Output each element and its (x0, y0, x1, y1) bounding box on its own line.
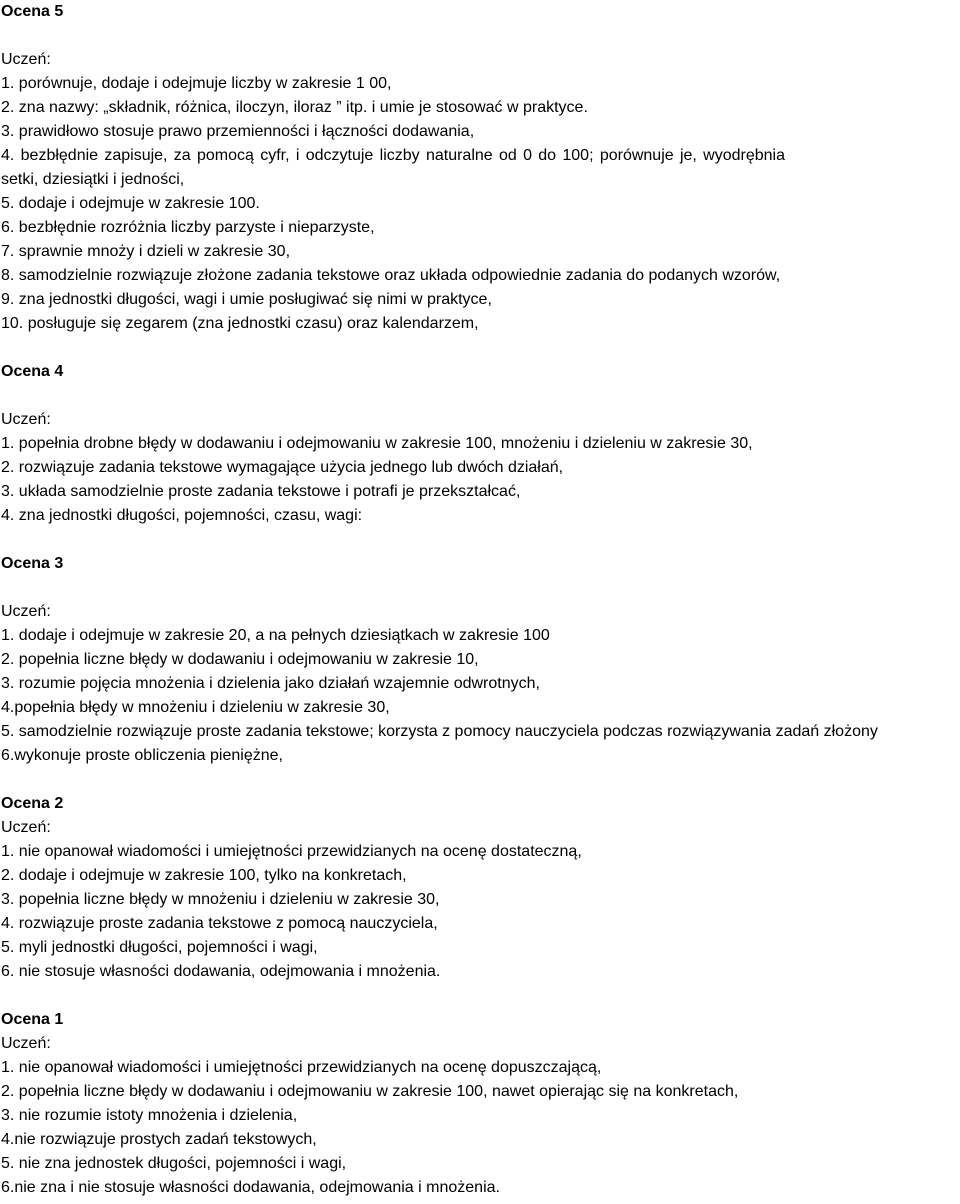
list-item: 6.wykonuje proste obliczenia pieniężne, (1, 747, 283, 764)
list-item: 2. zna nazwy: „składnik, różnica, iloczyn, iloraz ” itp. i umie je stosować w praktyce. (1, 99, 588, 116)
list-item: 8. samodzielnie rozwiązuje złożone zadania tekstowe oraz układa odpowiednie zadania do podanych wzorów, (1, 267, 781, 284)
list-item: 3. prawidłowo stosuje prawo przemienności i łączności dodawania, (1, 123, 475, 140)
grade-heading: Ocena 5 (1, 3, 64, 20)
grade-5-section (1, 0, 960, 336)
list-item: 4. rozwiązuje proste zadania tekstowe z pomocą nauczyciela, (1, 915, 438, 932)
list-item: 5. dodaje i odejmuje w zakresie 100. (1, 195, 260, 212)
list-item: 10. posługuje się zegarem (zna jednostki czasu) oraz kalendarzem, (1, 315, 479, 332)
list-item: 4.nie rozwiązuje prostych zadań tekstowych, (1, 1131, 317, 1148)
grade-2-section (1, 792, 960, 984)
student-label: Uczeń: (1, 51, 51, 68)
list-item: 3. popełnia liczne błędy w mnożeniu i dzieleniu w zakresie 30, (1, 891, 440, 908)
list-item: 4. zna jednostki długości, pojemności, czasu, wagi: (1, 507, 363, 524)
grade-1-section (1, 1008, 960, 1200)
grade-heading: Ocena 2 (1, 795, 64, 812)
grade-heading: Ocena 1 (1, 1011, 64, 1028)
list-item: 5. samodzielnie rozwiązuje proste zadania tekstowe; korzysta z pomocy nauczyciela podczas rozwiązywania zadań złożony (1, 723, 878, 740)
student-label: Uczeń: (1, 411, 51, 428)
list-item: 9. zna jednostki długości, wagi i umie posługiwać się nimi w praktyce, (1, 291, 492, 308)
student-label: Uczeń: (1, 1035, 51, 1052)
list-item: 1. popełnia drobne błędy w dodawaniu i odejmowaniu w zakresie 100, mnożeniu i dzieleniu w zakresie 30, (1, 435, 753, 452)
list-item: 6. nie stosuje własności dodawania, odejmowania i mnożenia. (1, 963, 441, 980)
list-item: 1. porównuje, dodaje i odejmuje liczby w zakresie 1 00, (1, 75, 392, 92)
list-item: 7. sprawnie mnoży i dzieli w zakresie 30, (1, 243, 291, 260)
list-item: 1. nie opanował wiadomości i umiejętności przewidzianych na ocenę dopuszczającą, (1, 1059, 602, 1076)
list-item: 2. dodaje i odejmuje w zakresie 100, tylko na konkretach, (1, 867, 407, 884)
student-label: Uczeń: (1, 603, 51, 620)
list-item: 1. nie opanował wiadomości i umiejętności przewidzianych na ocenę dostateczną, (1, 843, 582, 860)
grade-4-section (1, 360, 960, 528)
list-item: 6. bezbłędnie rozróżnia liczby parzyste i nieparzyste, (1, 219, 375, 236)
student-label: Uczeń: (1, 819, 51, 836)
list-item: 1. dodaje i odejmuje w zakresie 20, a na pełnych dziesiątkach w zakresie 100 (1, 627, 550, 644)
list-item: 3. układa samodzielnie proste zadania tekstowe i potrafi je przekształcać, (1, 483, 521, 500)
list-item: 2. popełnia liczne błędy w dodawaniu i odejmowaniu w zakresie 10, (1, 651, 479, 668)
list-item: 3. rozumie pojęcia mnożenia i dzielenia jako działań wzajemnie odwrotnych, (1, 675, 540, 692)
list-item: 3. nie rozumie istoty mnożenia i dzielenia, (1, 1107, 298, 1124)
grade-3-section (1, 552, 960, 768)
list-item: 6.nie zna i nie stosuje własności dodawania, odejmowania i mnożenia. (1, 1179, 500, 1196)
list-item: 5. myli jednostki długości, pojemności i wagi, (1, 939, 318, 956)
list-item: 2. rozwiązuje zadania tekstowe wymagające użycia jednego lub dwóch działań, (1, 459, 564, 476)
list-item: 4. bezbłędnie zapisuje, za pomocą cyfr, i odczytuje liczby naturalne od 0 do 100; porównuje je, wyodrębnia setki, dziesiątki i jedności, (1, 147, 785, 188)
list-item: 4.popełnia błędy w mnożeniu i dzieleniu w zakresie 30, (1, 699, 390, 716)
grade-heading: Ocena 3 (1, 555, 64, 572)
grade-heading: Ocena 4 (1, 363, 64, 380)
list-item: 5. nie zna jednostek długości, pojemności i wagi, (1, 1155, 347, 1172)
list-item: 2. popełnia liczne błędy w dodawaniu i odejmowaniu w zakresie 100, nawet opierając się na konkretach, (1, 1083, 739, 1100)
